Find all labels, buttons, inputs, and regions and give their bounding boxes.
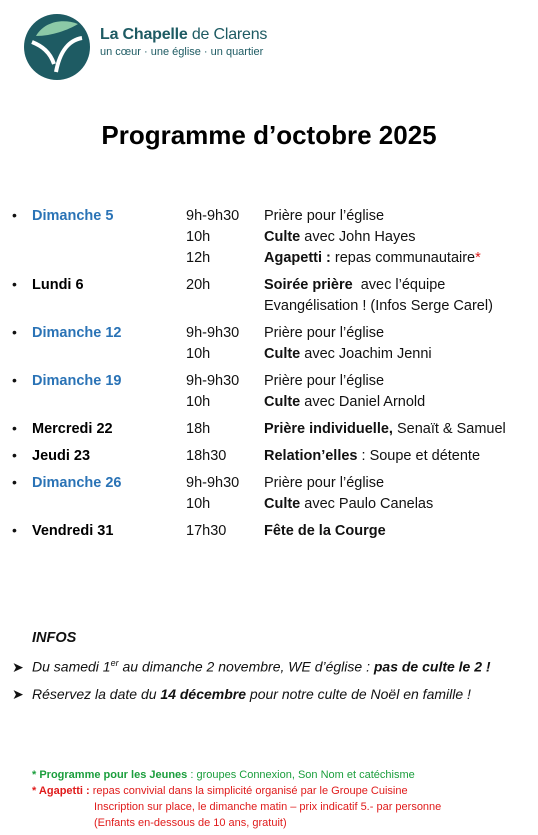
bullet-icon: • bbox=[12, 324, 17, 340]
schedule-times bbox=[186, 446, 226, 467]
schedule-times bbox=[186, 473, 239, 515]
brand-name-light: de Clarens bbox=[187, 26, 268, 43]
info2-post: pour notre culte de Noël en famille ! bbox=[246, 686, 471, 702]
note-jeunes-label: * Programme pour les Jeunes bbox=[32, 769, 188, 781]
activity-text: avec l’équipe bbox=[352, 277, 446, 293]
schedule-activities bbox=[264, 323, 432, 365]
schedule-time: 20h bbox=[186, 277, 211, 293]
bullet-icon: • bbox=[12, 372, 17, 388]
info2-bold: 14 décembre bbox=[160, 686, 247, 702]
bullet-icon: • bbox=[12, 276, 17, 292]
activity-text: avec Daniel Arnold bbox=[300, 394, 426, 410]
brand bbox=[100, 26, 267, 58]
schedule-entry bbox=[0, 371, 538, 413]
info1-pre: Du samedi 1 bbox=[32, 658, 111, 675]
schedule-activity bbox=[264, 521, 386, 542]
brand-tagline: un cœur · une église · un quartier bbox=[100, 46, 264, 58]
schedule-activities bbox=[264, 371, 425, 413]
schedule-activity bbox=[264, 392, 425, 413]
note-agapetti bbox=[32, 783, 441, 799]
infos-heading: INFOS bbox=[32, 630, 77, 646]
schedule-activity bbox=[264, 419, 506, 440]
schedule-time: 10h bbox=[186, 496, 211, 512]
schedule-entry bbox=[0, 419, 538, 440]
info-item-we bbox=[12, 658, 491, 676]
activity-bold: Soirée prière bbox=[264, 277, 353, 293]
schedule-entry bbox=[0, 473, 538, 515]
schedule-activities bbox=[264, 275, 493, 317]
schedule-day: Dimanche 19 bbox=[32, 373, 122, 389]
brand-name bbox=[100, 26, 267, 44]
activity-bold: Culte bbox=[264, 394, 301, 410]
info-item-noel bbox=[12, 686, 471, 703]
schedule-time: 18h30 bbox=[186, 448, 227, 464]
bullet-icon: • bbox=[12, 474, 17, 490]
schedule-activity bbox=[264, 227, 481, 248]
schedule-time: 18h bbox=[186, 421, 211, 437]
asterisk-mark: * bbox=[475, 250, 481, 266]
schedule-time: 9h-9h30 bbox=[186, 325, 240, 341]
activity-text: avec Joachim Jenni bbox=[300, 346, 432, 362]
schedule-times bbox=[186, 323, 239, 365]
church-logo bbox=[22, 12, 92, 82]
arrow-icon: ➤ bbox=[12, 658, 24, 675]
activity-bold: Prière individuelle, bbox=[264, 421, 393, 437]
schedule-day: Dimanche 5 bbox=[32, 208, 114, 224]
activity-bold: Agapetti : bbox=[264, 250, 331, 266]
activity-text: repas communautaire bbox=[330, 250, 476, 266]
schedule-entry bbox=[0, 275, 538, 317]
schedule-entry bbox=[0, 446, 538, 467]
schedule-activity bbox=[264, 248, 481, 269]
note-jeunes bbox=[32, 767, 441, 783]
schedule-time: 17h30 bbox=[186, 523, 227, 539]
activity-bold: Culte bbox=[264, 346, 301, 362]
activity-text: Prière pour l’église bbox=[264, 475, 385, 491]
schedule-activity bbox=[264, 494, 433, 515]
bullet-icon: • bbox=[12, 522, 17, 538]
activity-bold: Culte bbox=[264, 496, 301, 512]
activity-bold: Relation’elles bbox=[264, 448, 358, 464]
bullet-icon: • bbox=[12, 207, 17, 223]
bullet-icon: • bbox=[12, 447, 17, 463]
note-agapetti-label: * Agapetti : bbox=[32, 785, 90, 797]
schedule-times bbox=[186, 521, 226, 542]
schedule-entry bbox=[0, 521, 538, 542]
schedule-day: Dimanche 26 bbox=[32, 475, 122, 491]
schedule-time: 12h bbox=[186, 250, 211, 266]
schedule-activity bbox=[264, 371, 425, 392]
activity-text: Prière pour l’église bbox=[264, 208, 385, 224]
footnotes bbox=[32, 767, 441, 831]
note-agapetti-line2: Inscription sur place, le dimanche matin – prix indicatif 5.- par personne bbox=[94, 801, 442, 813]
activity-bold: Culte bbox=[264, 229, 301, 245]
schedule-activities bbox=[264, 419, 506, 440]
schedule-day: Jeudi 23 bbox=[32, 448, 91, 464]
activity-bold: Fête de la Courge bbox=[264, 523, 386, 539]
schedule-time bbox=[186, 296, 210, 317]
schedule-activities bbox=[264, 446, 480, 467]
activity-text: avec John Hayes bbox=[300, 229, 416, 245]
activity-text: avec Paulo Canelas bbox=[300, 496, 434, 512]
schedule-time: 9h-9h30 bbox=[186, 373, 240, 389]
schedule-time: 10h bbox=[186, 394, 211, 410]
page-title: Programme d’octobre 2025 bbox=[101, 120, 437, 150]
schedule-day: Vendredi 31 bbox=[32, 523, 114, 539]
schedule-time: 10h bbox=[186, 346, 211, 362]
arrow-icon: ➤ bbox=[12, 686, 24, 702]
schedule-activities bbox=[264, 473, 433, 515]
schedule-day: Mercredi 22 bbox=[32, 421, 113, 437]
schedule-entry bbox=[0, 323, 538, 365]
note-agapetti-text: repas convivial dans la simplicité organisé par le Groupe Cuisine bbox=[89, 785, 408, 797]
schedule-times bbox=[186, 419, 210, 440]
bullet-icon: • bbox=[12, 420, 17, 436]
schedule-entry bbox=[0, 206, 538, 269]
schedule-activity bbox=[264, 446, 480, 467]
schedule-activities bbox=[264, 206, 481, 269]
schedule-time: 10h bbox=[186, 229, 211, 245]
schedule-activity bbox=[264, 344, 432, 365]
activity-text: Prière pour l’église bbox=[264, 373, 385, 389]
note-jeunes-text: : groupes Connexion, Son Nom et catéchisme bbox=[187, 769, 415, 781]
info2-pre: Réservez la date du bbox=[32, 686, 161, 702]
schedule-day: Dimanche 12 bbox=[32, 325, 122, 341]
info1-mid: au dimanche 2 novembre, WE d’église : bbox=[118, 658, 374, 675]
schedule-times bbox=[186, 275, 210, 317]
schedule-day: Lundi 6 bbox=[32, 277, 84, 293]
activity-text: Prière pour l’église bbox=[264, 325, 385, 341]
schedule-activity bbox=[264, 206, 481, 227]
schedule-times bbox=[186, 206, 239, 269]
activity-text: : Soupe et détente bbox=[357, 448, 481, 464]
info1-bold: pas de culte le 2 ! bbox=[373, 658, 491, 675]
brand-name-bold: La Chapelle bbox=[100, 26, 188, 43]
schedule-activities bbox=[264, 521, 386, 542]
schedule-time: 9h-9h30 bbox=[186, 208, 240, 224]
activity-text: Senaït & Samuel bbox=[392, 421, 506, 437]
schedule-activity bbox=[264, 296, 493, 317]
info1-sup: er bbox=[110, 658, 119, 668]
activity-text: Evangélisation ! (Infos Serge Carel) bbox=[264, 298, 493, 314]
note-agapetti-line3: (Enfants en-dessous de 10 ans, gratuit) bbox=[94, 817, 287, 829]
schedule-activity bbox=[264, 275, 493, 296]
schedule-time: 9h-9h30 bbox=[186, 475, 240, 491]
schedule-times bbox=[186, 371, 239, 413]
schedule-activity bbox=[264, 473, 433, 494]
schedule-activity bbox=[264, 323, 432, 344]
